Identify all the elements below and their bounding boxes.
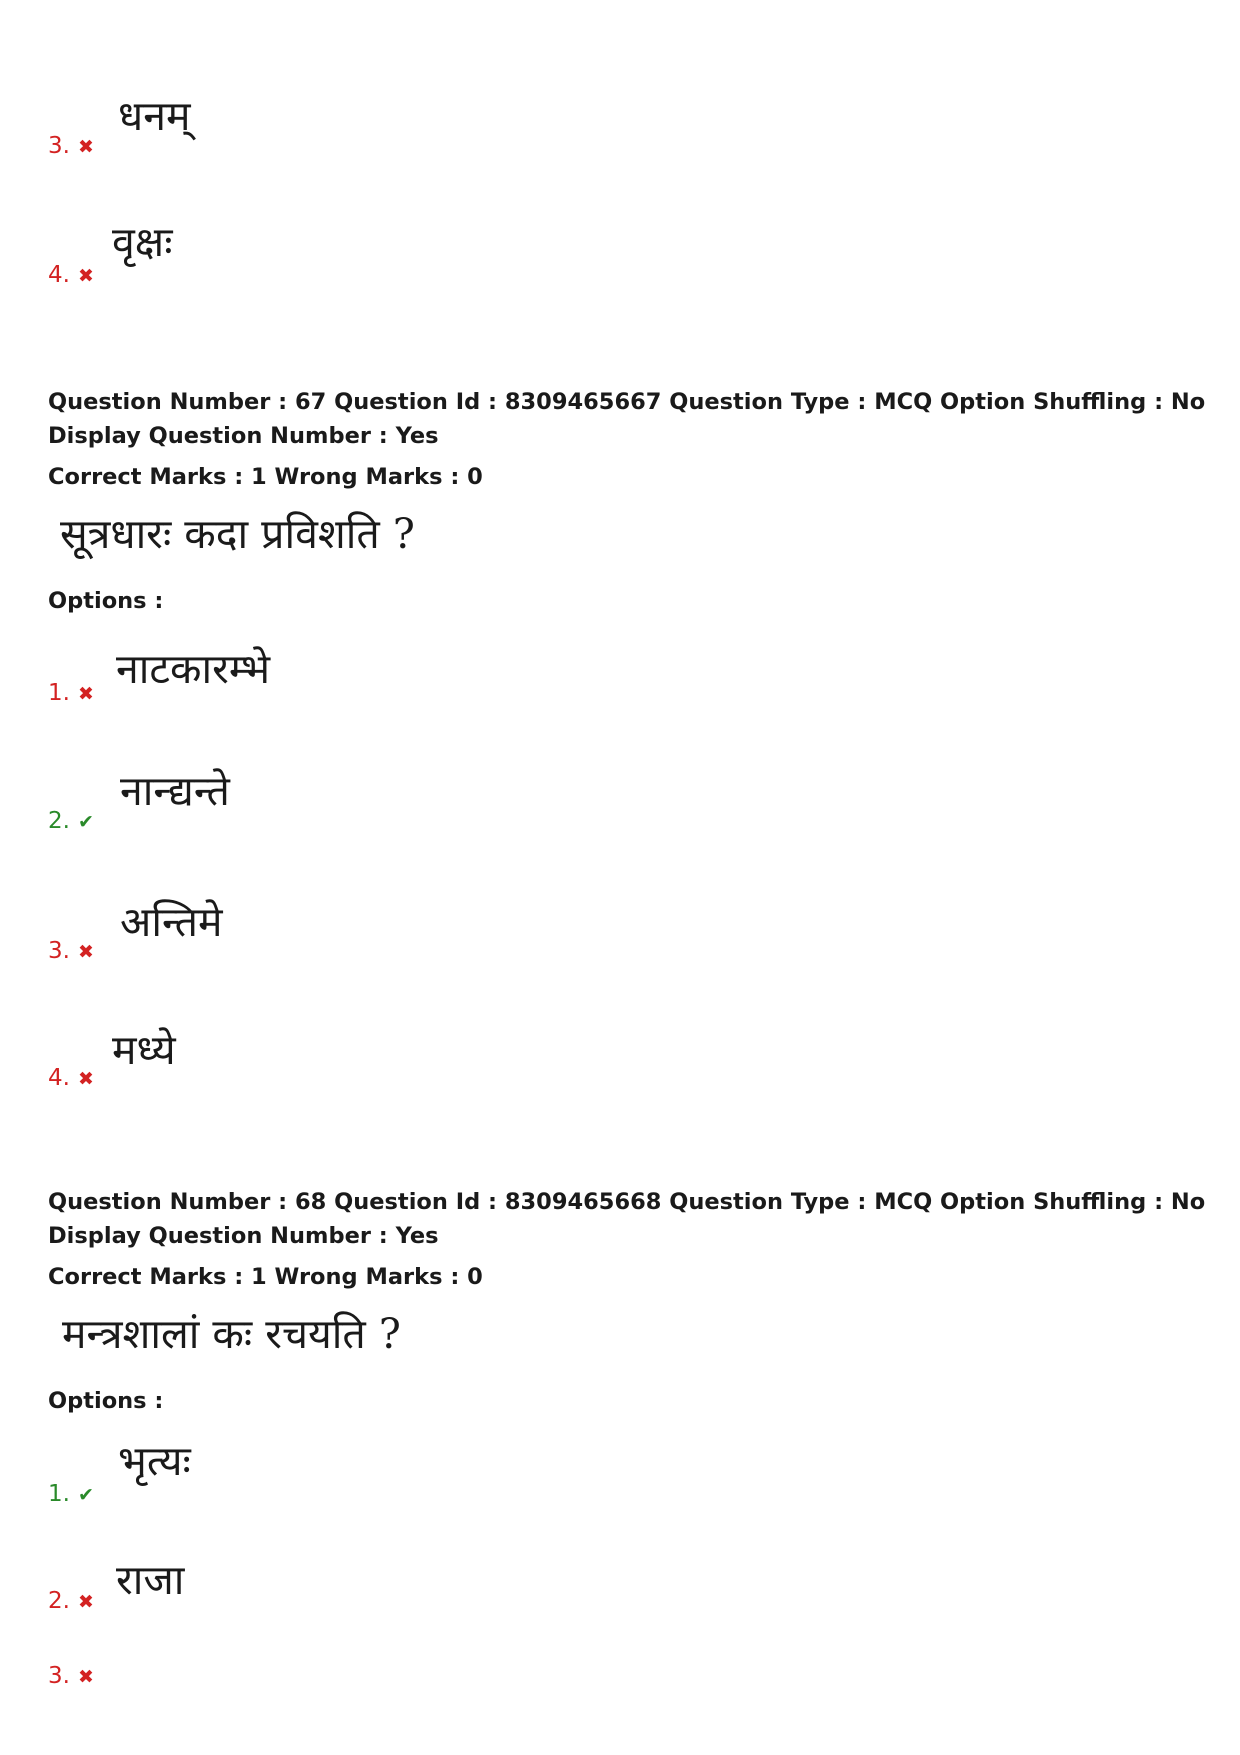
option-text: मध्ये — [112, 1026, 176, 1074]
check-icon: ✔ — [77, 1484, 94, 1506]
cross-icon: ✖ — [77, 136, 94, 158]
option-number: 1. ✖ — [48, 680, 94, 706]
question-header-line2: Display Question Number : Yes — [48, 423, 439, 449]
question-marks: Correct Marks : 1 Wrong Marks : 0 — [48, 1264, 483, 1290]
option-text: नाटकारम्भे — [116, 645, 271, 693]
cross-icon: ✖ — [77, 941, 94, 963]
question-header-line1: Question Number : 67 Question Id : 8309465667 Question Type : MCQ Option Shuffling : No — [48, 389, 1206, 415]
cross-icon: ✖ — [77, 1591, 94, 1613]
option-number: 4. ✖ — [48, 1065, 94, 1091]
options-label: Options : — [48, 1388, 164, 1414]
check-icon: ✔ — [77, 811, 94, 833]
option-number: 2. ✖ — [48, 1588, 94, 1614]
option-number: 3. ✖ — [48, 133, 94, 159]
option-text: अन्तिमे — [120, 898, 223, 946]
option-text: धनम् — [118, 92, 191, 140]
option-text: राजा — [116, 1556, 185, 1604]
option-text: वृक्षः — [112, 218, 173, 266]
option-number: 2. ✔ — [48, 808, 94, 834]
options-label: Options : — [48, 588, 164, 614]
option-text: भृत्यः — [118, 1437, 191, 1485]
question-marks: Correct Marks : 1 Wrong Marks : 0 — [48, 464, 483, 490]
cross-icon: ✖ — [77, 683, 94, 705]
option-text: नान्द्यन्ते — [120, 767, 230, 815]
option-number: 3. ✖ — [48, 938, 94, 964]
question-header-line2: Display Question Number : Yes — [48, 1223, 439, 1249]
question-header-line1: Question Number : 68 Question Id : 8309465668 Question Type : MCQ Option Shuffling : No — [48, 1189, 1206, 1215]
cross-icon: ✖ — [77, 1068, 94, 1090]
option-number: 3. ✖ — [48, 1663, 94, 1689]
cross-icon: ✖ — [77, 265, 94, 287]
option-number: 4. ✖ — [48, 262, 94, 288]
question-text: मन्त्रशालां कः रचयति ? — [62, 1310, 401, 1358]
cross-icon: ✖ — [77, 1666, 94, 1688]
question-text: सूत्रधारः कदा प्रविशति ? — [60, 510, 415, 558]
option-number: 1. ✔ — [48, 1481, 94, 1507]
